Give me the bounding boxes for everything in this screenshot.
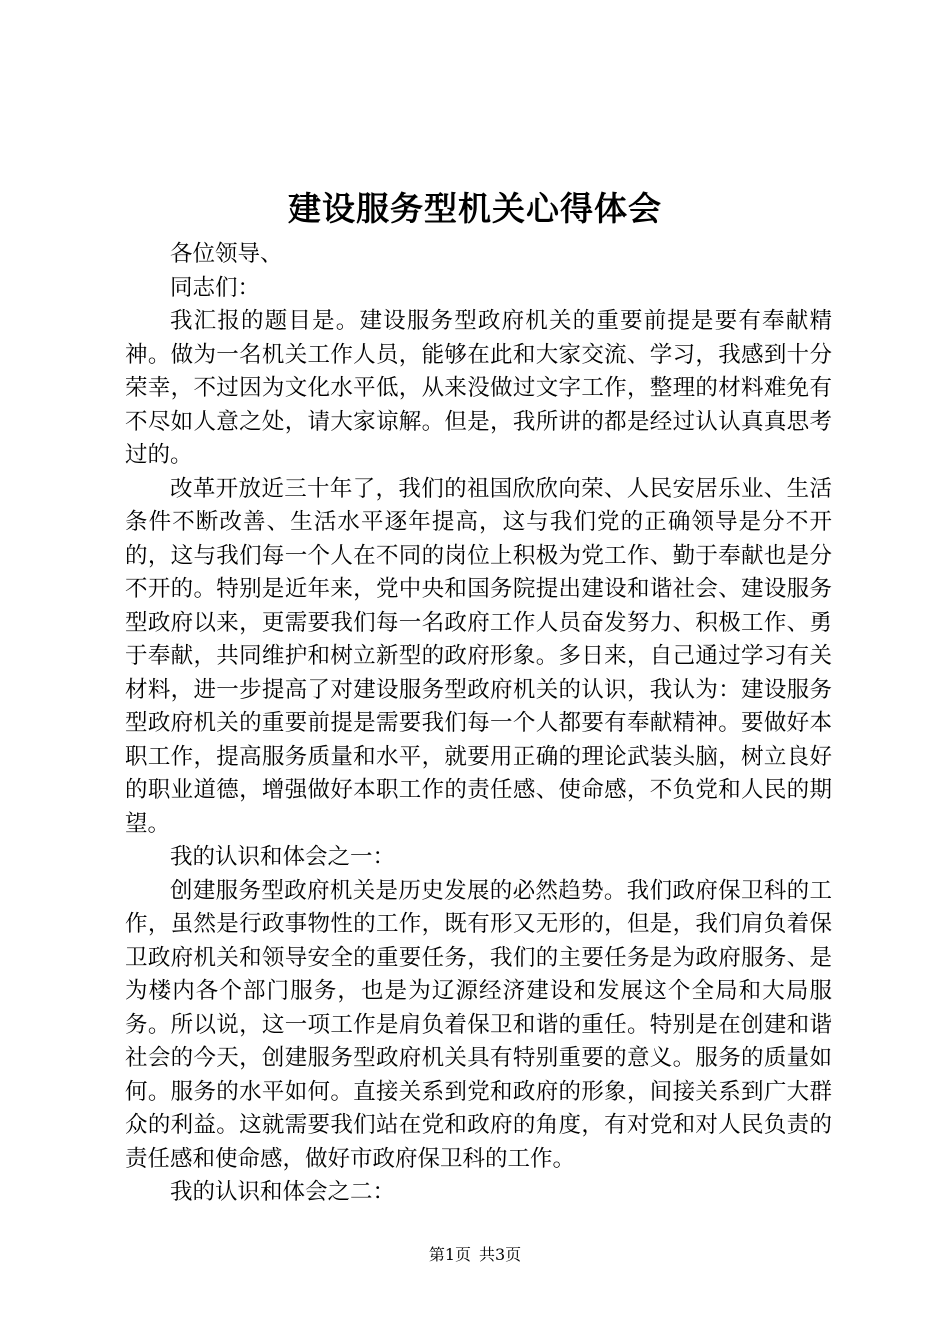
paragraph-service: 创建服务型政府机关是历史发展的必然趋势。我们政府保卫科的工作，虽然是行政事物性的工作，既有形又无形的，但是，我们肩负着保卫政府机关和领导安全的重要任务，我们的主要任务是为政府服务、是为楼内各个部门服务，也是为辽源经济建设和发展这个全局和大局服务。所以说，这一项工作是肩负着保卫和谐的重任。特别是在创建和谐社会的今天，创建服务型政府机关具有特别重要的意义。服务的质量如何。服务的水平如何。直接关系到党和政府的形象，间接关系到广大群众的利益。这就需要我们站在党和政府的角度，有对党和对人民负责的责任感和使命感，做好市政府保卫科的工作。	[125, 877, 832, 1172]
section-heading-1: 我的认识和体会之一：	[170, 844, 396, 870]
document-body	[125, 238, 832, 1210]
salutation-line-1: 各位领导、	[170, 241, 283, 267]
page-total: 共3页	[479, 1245, 522, 1264]
salutation-line-2: 同志们：	[170, 274, 261, 301]
document-title: 建设服务型机关心得体会	[288, 189, 662, 228]
paragraph-intro: 我汇报的题目是。建设服务型政府机关的重要前提是要有奉献精神。做为一名机关工作人员，能够在此和大家交流、学习，我感到十分荣幸，不过因为文化水平低，从来没做过文字工作，整理的材料难免有不尽如人意之处，请大家谅解。但是，我所讲的都是经过认认真真思考过的。	[125, 308, 832, 468]
paragraph-reform: 改革开放近三十年了，我们的祖国欣欣向荣、人民安居乐业、生活条件不断改善、生活水平逐年提高，这与我们党的正确领导是分不开的，这与我们每一个人在不同的岗位上积极为党工作、勤于奉献也是分不开的。特别是近年来，党中央和国务院提出建设和谐社会、建设服务型政府以来，更需要我们每一名政府工作人员奋发努力、积极工作、勇于奉献，共同维护和树立新型的政府形象。多日来，自己通过学习有关材料，进一步提高了对建设服务型政府机关的认识，我认为：建设服务型政府机关的重要前提是需要我们每一个人都要有奉献精神。要做好本职工作，提高服务质量和水平，就要用正确的理论武装头脑，树立良好的职业道德，增强做好本职工作的责任感、使命感，不负党和人民的期望。	[125, 475, 832, 837]
page-footer	[0, 1243, 950, 1267]
page-number: 第1页	[428, 1245, 471, 1264]
section-heading-2: 我的认识和体会之二：	[170, 1179, 396, 1205]
